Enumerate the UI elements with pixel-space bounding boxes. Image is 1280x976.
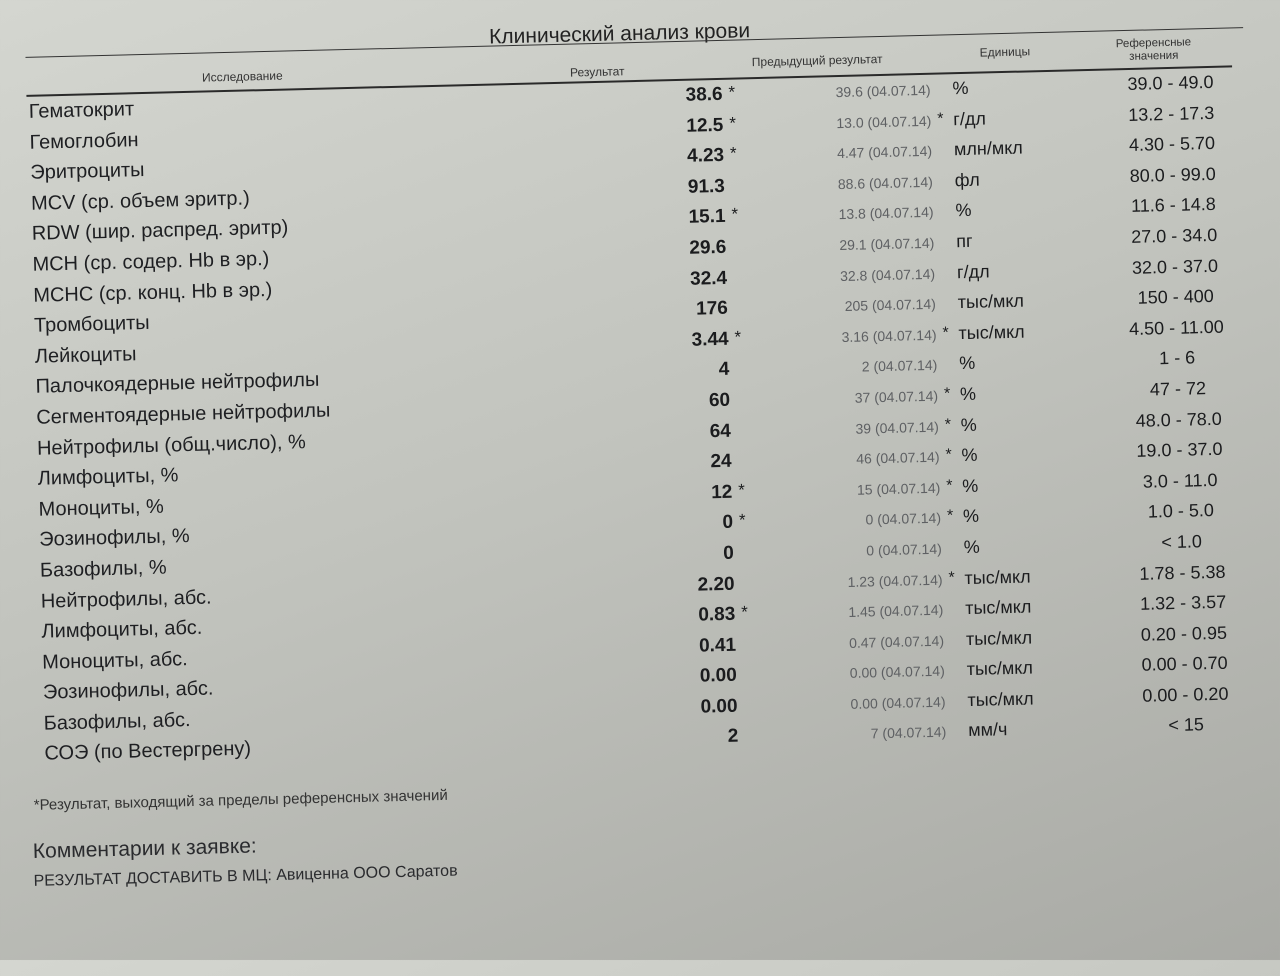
row-unit: % bbox=[963, 506, 980, 527]
row-unit: тыс/мкл bbox=[967, 688, 1034, 711]
row-previous: 32.8 (04.07.14) bbox=[785, 265, 935, 285]
row-name: Базофилы, абс. bbox=[44, 709, 191, 736]
table-row bbox=[4, 650, 5, 681]
table-row bbox=[2, 559, 3, 590]
row-name: MCH (ср. содер. Hb в эр.) bbox=[32, 248, 269, 277]
row-reference: 1.78 - 5.38 bbox=[1112, 561, 1252, 585]
row-unit: % bbox=[960, 384, 977, 405]
results-table bbox=[0, 100, 7, 773]
row-unit: % bbox=[960, 414, 977, 435]
row-name: Лимфоциты, абс. bbox=[41, 617, 202, 644]
row-reference: 32.0 - 37.0 bbox=[1105, 255, 1245, 279]
row-result-flag: * bbox=[731, 205, 738, 225]
header-units: Единицы bbox=[979, 44, 1030, 59]
row-name: Лимфоциты, % bbox=[38, 464, 179, 490]
row-reference: 80.0 - 99.0 bbox=[1102, 163, 1242, 187]
row-name: Лейкоциты bbox=[35, 343, 137, 368]
row-result: 0 bbox=[651, 512, 734, 536]
row-name: Нейтрофилы, абс. bbox=[41, 586, 212, 613]
row-result: 32.4 bbox=[645, 267, 728, 291]
row-name: Эритроциты bbox=[30, 159, 145, 185]
row-result-flag: * bbox=[741, 603, 748, 623]
row-previous: 0.00 (04.07.14) bbox=[795, 663, 945, 683]
row-reference: 47 - 72 bbox=[1108, 377, 1248, 401]
row-unit: % bbox=[959, 353, 976, 374]
row-previous: 13.8 (04.07.14) bbox=[783, 204, 933, 224]
row-result-flag: * bbox=[738, 480, 745, 500]
row-previous: 1.23 (04.07.14) bbox=[792, 571, 942, 591]
row-previous-flag: * bbox=[948, 569, 955, 587]
row-unit: % bbox=[962, 475, 979, 496]
row-unit: г/дл bbox=[957, 261, 990, 283]
row-reference: 11.6 - 14.8 bbox=[1103, 194, 1243, 218]
row-name: Сегментоядерные нейтрофилы bbox=[36, 399, 331, 429]
row-reference: 1.32 - 3.57 bbox=[1113, 591, 1253, 615]
row-reference: 1.0 - 5.0 bbox=[1111, 499, 1251, 523]
row-previous-flag: * bbox=[944, 385, 951, 403]
row-previous: 4.47 (04.07.14) bbox=[782, 143, 932, 163]
row-reference: 0.20 - 0.95 bbox=[1114, 622, 1254, 646]
table-row bbox=[0, 497, 1, 528]
row-reference: 4.30 - 5.70 bbox=[1102, 132, 1242, 156]
row-result: 12 bbox=[650, 481, 733, 505]
table-row bbox=[2, 589, 3, 620]
row-previous: 0 (04.07.14) bbox=[791, 510, 941, 530]
row-result: 15.1 bbox=[643, 206, 726, 230]
row-name: Моноциты, абс. bbox=[42, 648, 188, 675]
row-previous: 0.00 (04.07.14) bbox=[795, 693, 945, 713]
row-unit: % bbox=[952, 78, 969, 99]
comments-label: Комментарии к заявке: bbox=[33, 834, 257, 863]
header-previous: Предыдущий результат bbox=[752, 52, 883, 69]
row-reference: 27.0 - 34.0 bbox=[1104, 224, 1244, 248]
row-name: СОЭ (по Вестергрену) bbox=[44, 738, 251, 766]
footnote: *Результат, выходящий за пределы референсных значений bbox=[34, 787, 448, 814]
row-previous: 3.16 (04.07.14) bbox=[786, 326, 936, 346]
table-row bbox=[1, 528, 2, 559]
row-result: 2 bbox=[656, 726, 739, 750]
row-unit: г/дл bbox=[953, 108, 986, 130]
row-result: 2.20 bbox=[652, 573, 735, 597]
row-name: RDW (шир. распред. эритр) bbox=[32, 217, 289, 246]
row-unit: мм/ч bbox=[968, 720, 1008, 742]
row-unit: % bbox=[961, 445, 978, 466]
row-unit: тыс/мкл bbox=[965, 597, 1032, 620]
row-result: 60 bbox=[648, 390, 731, 414]
row-previous-flag: * bbox=[945, 416, 952, 434]
header-name: Исследование bbox=[202, 69, 283, 85]
row-name: Гемоглобин bbox=[29, 129, 139, 155]
row-unit: % bbox=[963, 537, 980, 558]
row-name: Гематокрит bbox=[29, 98, 135, 124]
row-name: Эозинофилы, % bbox=[39, 525, 190, 552]
row-result: 0.00 bbox=[655, 665, 738, 689]
row-unit: пг bbox=[956, 231, 973, 252]
table-row bbox=[5, 711, 6, 742]
row-reference: 48.0 - 78.0 bbox=[1108, 408, 1248, 432]
row-name: Нейтрофилы (общ.число), % bbox=[37, 431, 306, 461]
row-result: 24 bbox=[649, 451, 732, 475]
header-reference: Референсные значения bbox=[1097, 36, 1210, 65]
row-unit: тыс/мкл bbox=[966, 658, 1033, 681]
row-result: 0.83 bbox=[653, 604, 736, 628]
row-unit: тыс/мкл bbox=[964, 566, 1031, 589]
row-previous-flag: * bbox=[946, 477, 953, 495]
row-name: Эозинофилы, абс. bbox=[43, 678, 214, 705]
row-previous: 46 (04.07.14) bbox=[789, 449, 939, 469]
row-reference: 19.0 - 37.0 bbox=[1109, 438, 1249, 462]
row-name: Тромбоциты bbox=[34, 312, 150, 338]
row-result: 3.44 bbox=[646, 329, 729, 353]
table-row bbox=[6, 742, 7, 773]
row-unit: % bbox=[955, 200, 972, 221]
row-reference: < 15 bbox=[1116, 713, 1256, 737]
row-previous: 39.6 (04.07.14) bbox=[780, 82, 930, 102]
row-name: Базофилы, % bbox=[40, 557, 167, 583]
row-reference: 0.00 - 0.20 bbox=[1115, 683, 1255, 707]
row-result-flag: * bbox=[730, 144, 737, 164]
row-previous: 39 (04.07.14) bbox=[789, 418, 939, 438]
row-reference: 1 - 6 bbox=[1107, 346, 1247, 370]
row-previous-flag: * bbox=[942, 324, 949, 342]
row-result-flag: * bbox=[734, 327, 741, 347]
row-reference: 4.50 - 11.00 bbox=[1106, 316, 1246, 340]
row-previous: 29.1 (04.07.14) bbox=[784, 235, 934, 255]
row-result-flag: * bbox=[729, 113, 736, 133]
row-unit: тыс/мкл bbox=[958, 321, 1025, 344]
row-unit: фл bbox=[955, 169, 980, 191]
row-name: MCV (ср. объем эритр.) bbox=[31, 187, 250, 215]
row-name: Моноциты, % bbox=[38, 495, 164, 521]
row-previous-flag: * bbox=[945, 447, 952, 465]
row-previous: 15 (04.07.14) bbox=[790, 479, 940, 499]
row-reference: 0.00 - 0.70 bbox=[1114, 652, 1254, 676]
report-title: Клинический анализ крови bbox=[489, 19, 750, 49]
table-row bbox=[3, 620, 4, 651]
row-name: Палочкоядерные нейтрофилы bbox=[35, 369, 319, 399]
row-reference: 3.0 - 11.0 bbox=[1110, 469, 1250, 493]
row-name: MCHC (ср. конц. Hb в эр.) bbox=[33, 278, 273, 307]
row-previous-flag: * bbox=[937, 110, 944, 128]
row-result: 91.3 bbox=[643, 176, 726, 200]
row-previous-flag: * bbox=[947, 508, 954, 526]
row-previous: 0.47 (04.07.14) bbox=[794, 632, 944, 652]
row-reference: 150 - 400 bbox=[1105, 285, 1245, 309]
row-result: 29.6 bbox=[644, 237, 727, 261]
row-reference: 39.0 - 49.0 bbox=[1100, 71, 1240, 95]
row-previous: 37 (04.07.14) bbox=[788, 388, 938, 408]
row-result: 64 bbox=[649, 420, 732, 444]
row-result: 4.23 bbox=[642, 145, 725, 169]
row-previous: 88.6 (04.07.14) bbox=[783, 174, 933, 194]
row-unit: тыс/мкл bbox=[966, 627, 1033, 650]
row-previous: 7 (04.07.14) bbox=[796, 724, 946, 744]
delivery-note: РЕЗУЛЬТАТ ДОСТАВИТЬ В МЦ: Авиценна ООО Саратов bbox=[33, 863, 457, 891]
header-result: Результат bbox=[570, 64, 625, 79]
row-reference: < 1.0 bbox=[1111, 530, 1251, 554]
row-previous: 13.0 (04.07.14) bbox=[781, 112, 931, 132]
row-previous: 0 (04.07.14) bbox=[792, 541, 942, 561]
row-result: 176 bbox=[646, 298, 729, 322]
table-row bbox=[5, 681, 6, 712]
row-result: 38.6 bbox=[640, 84, 723, 108]
row-reference: 13.2 - 17.3 bbox=[1101, 102, 1241, 126]
row-result-flag: * bbox=[728, 83, 735, 103]
row-result: 0 bbox=[652, 543, 735, 567]
row-previous: 2 (04.07.14) bbox=[787, 357, 937, 377]
row-previous: 205 (04.07.14) bbox=[786, 296, 936, 316]
row-result: 0.41 bbox=[654, 634, 737, 658]
row-unit: тыс/мкл bbox=[958, 291, 1025, 314]
row-result: 12.5 bbox=[641, 114, 724, 138]
row-previous: 1.45 (04.07.14) bbox=[793, 602, 943, 622]
row-unit: млн/мкл bbox=[954, 138, 1023, 161]
row-result: 0.00 bbox=[655, 696, 738, 720]
row-result-flag: * bbox=[739, 511, 746, 531]
row-result: 4 bbox=[647, 359, 730, 383]
